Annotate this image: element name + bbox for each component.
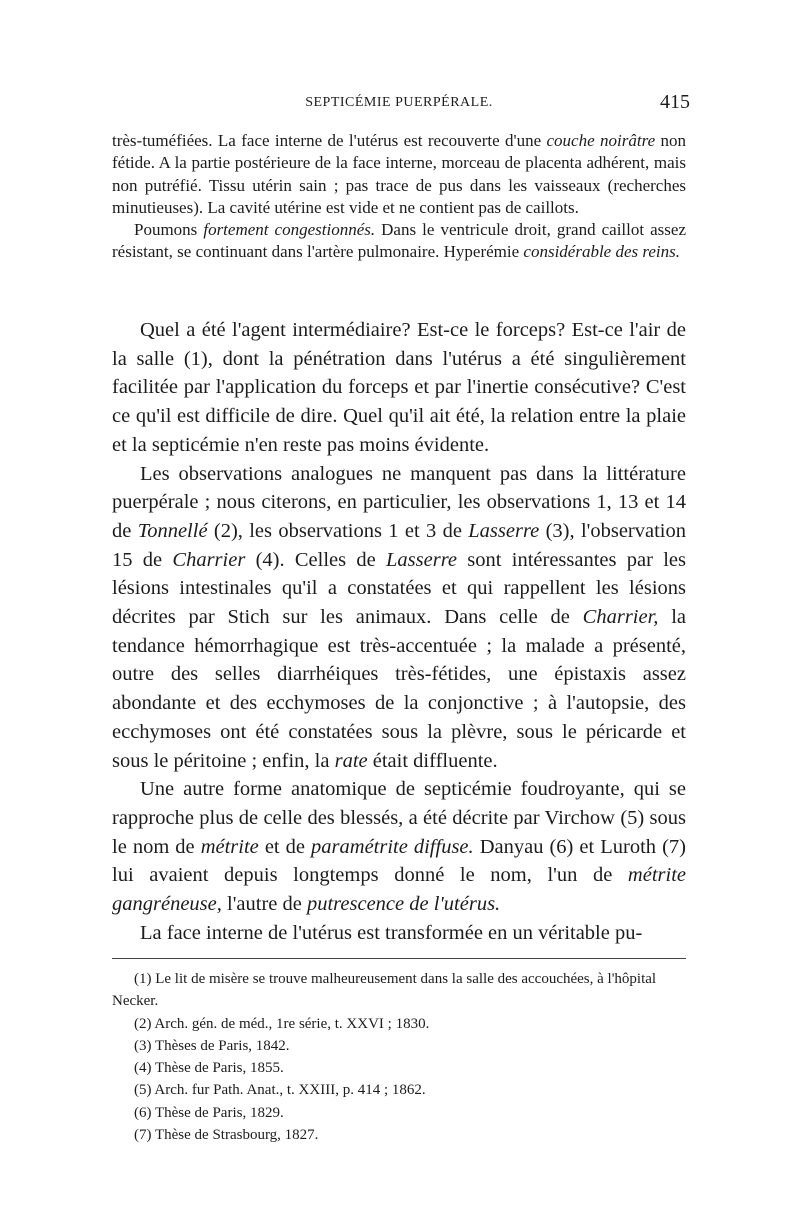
body-paragraph [112, 460, 686, 776]
body-paragraph [112, 775, 686, 919]
observation-paragraph [112, 219, 686, 264]
text-run: la tendance hémorrhagique est très-accentuée ; la malade a présenté, outre des selles diarrhéiques très-fétides, une épistaxis assez abondante et des ecchymoses de la conjonctive ; à l'autopsie, des ecchymoses ont été constatées sous la plèvre, sous le péricarde et sous le péritoine ; enfin, la [112, 606, 686, 772]
italic-text: considérable des reins. [523, 242, 681, 262]
text-run: Danyau (6) et Luroth (7) lui avaient depuis longtemps donné le nom, l'un de [112, 835, 686, 887]
footnote: (7) Thèse de Strasbourg, 1827. [134, 1127, 319, 1144]
observation-paragraph [112, 130, 686, 219]
text-run: (2), les observations 1 et 3 de [207, 519, 469, 542]
italic-text: rate [334, 749, 368, 772]
italic-text: métrite [200, 835, 259, 858]
italic-text: Charrier, [582, 606, 659, 629]
text-run: très-tuméfiées. La face interne de l'utérus est recouverte d'une [112, 131, 547, 150]
text-run: l'autre de [221, 893, 307, 916]
footnote: (6) Thèse de Paris, 1829. [134, 1104, 284, 1121]
footnote: (4) Thèse de Paris, 1855. [134, 1060, 284, 1077]
body-paragraph: Quel a été l'agent intermédiaire? Est-ce le forceps? Est-ce l'air de la salle (1), dont la pénétration dans l'utérus a été singulièrement facilitée par l'application du forceps et par l'inertie consécutive? C'est ce qu'il est difficile de dire. Quel qu'il ait été, la relation entre la plaie et la septicémie n'en reste pas moins évidente. [112, 319, 686, 456]
text-run: Dans le ventricule droit, grand caillot assez résistant, se continuant dans l'artère pulmonaire. Hyperémie [112, 220, 687, 262]
text-run: Poumons [134, 220, 204, 240]
main-text [112, 316, 686, 947]
footnotes [112, 968, 686, 1146]
italic-text: Lasserre [386, 548, 458, 571]
body-paragraph: La face interne de l'utérus est transformée en un véritable pu- [140, 921, 643, 944]
page-number: 415 [660, 91, 690, 113]
observation-text [112, 130, 686, 264]
italic-text: métrite gangréneuse, [112, 864, 686, 916]
italic-text: couche noirâtre [546, 131, 656, 150]
text-run: et de [258, 835, 312, 858]
italic-text: paramétrite diffuse. [311, 835, 474, 858]
text-run: Les observations analogues ne manquent pas dans la littérature puerpérale ; nous citerons, en particulier, les observations 1, 13 et 14 de [112, 462, 686, 542]
text-run: (4). Celles de [245, 548, 387, 571]
running-title: SEPTICÉMIE PUERPÉRALE. [305, 95, 493, 110]
italic-text: Charrier [172, 548, 246, 571]
footnote: (3) Thèses de Paris, 1842. [134, 1037, 290, 1054]
italic-text: putrescence de l'utérus. [306, 893, 501, 916]
italic-text: Lasserre [468, 519, 540, 542]
italic-text: Tonnellé [137, 519, 208, 542]
italic-text: fortement congestionnés. [203, 220, 376, 240]
footnote: (2) Arch. gén. de méd., 1re série, t. XXVI ; 1830. [134, 1015, 430, 1032]
text-run: (3), l'observation 15 de [112, 519, 686, 571]
text-run: était diffluente. [367, 749, 498, 772]
footnote-divider [112, 958, 686, 959]
text-run: sont intéressantes par les lésions intestinales qu'il a constatées et qui rappellent les lésions décrites par Stich sur les animaux. Dans celle de [112, 548, 686, 629]
footnote: (1) Le lit de misère se trouve malheureusement dans la salle des accouchées, à l'hôpital Necker. [112, 971, 657, 1010]
page-header [112, 91, 690, 123]
footnote: (5) Arch. fur Path. Anat., t. XXIII, p. 414 ; 1862. [134, 1082, 426, 1099]
text-run: non fétide. A la partie postérieure de la face interne, morceau de placenta adhérent, mais non putréfié. Tissu utérin sain ; pas trace de pus dans les vaisseaux (recherches minutieuses). La cavité utérine est vide et ne contient pas de caillots. [112, 131, 687, 217]
text-run: Une autre forme anatomique de septicémie foudroyante, qui se rapproche plus de celle des blessés, a été décrite par Virchow (5) sous le nom de [112, 778, 686, 858]
